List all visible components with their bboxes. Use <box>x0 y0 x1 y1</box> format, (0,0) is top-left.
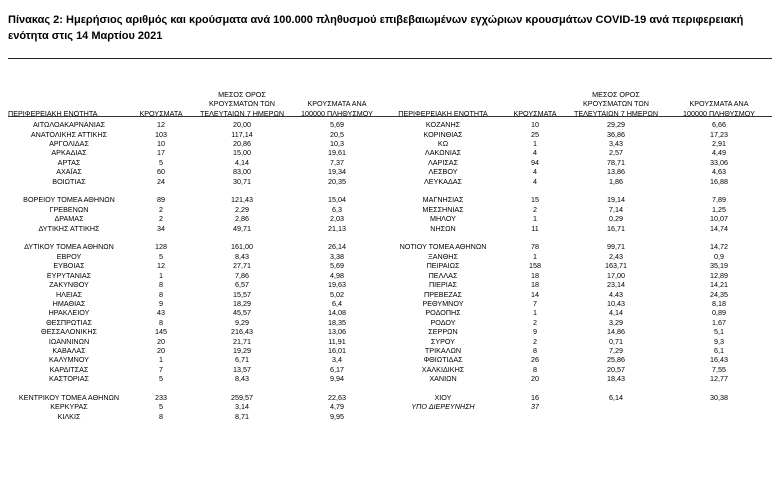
per100k-cell: 16,88 <box>710 176 728 186</box>
cases-cell: 94 <box>531 157 539 167</box>
region-cell: ΕΥΒΟΙΑΣ <box>53 261 85 271</box>
avg7-cell: 13,86 <box>607 167 625 177</box>
avg7-cell: 20,86 <box>233 139 251 149</box>
per100k-cell: 14,08 <box>328 308 346 318</box>
region-cell: ΚΕΝΤΡΙΚΟΥ ΤΟΜΕΑ ΑΘΗΝΩΝ <box>18 392 120 402</box>
region-cell: ΑΝΑΤΟΛΙΚΗΣ ΑΤΤΙΚΗΣ <box>30 129 108 139</box>
per100k-cell: 22,63 <box>328 392 346 402</box>
region-cell: ΗΜΑΘΙΑΣ <box>52 298 86 308</box>
table-body <box>8 118 772 421</box>
table-row <box>8 290 772 299</box>
per100k-cell: 3,38 <box>330 251 344 261</box>
per100k-cell: 19,61 <box>328 148 346 158</box>
table-row <box>8 158 772 167</box>
cases-cell: 2 <box>533 204 537 214</box>
table-row <box>8 148 772 157</box>
per100k-cell: 12,77 <box>710 374 728 384</box>
per100k-cell: 9,94 <box>330 374 344 384</box>
covid-cases-table <box>8 90 772 421</box>
region-cell: ΚΑΒΑΛΑΣ <box>52 345 86 355</box>
region-cell: ΔΥΤΙΚΟΥ ΤΟΜΕΑ ΑΘΗΝΩΝ <box>24 242 114 252</box>
region-cell: ΣΥΡΟΥ <box>430 336 456 346</box>
per100k-cell: 11,91 <box>328 336 346 346</box>
header-row <box>8 90 772 118</box>
cases-cell: 10 <box>531 120 539 130</box>
cases-cell: 2 <box>159 214 163 224</box>
avg7-cell <box>566 402 666 411</box>
region-cell: ΤΡΙΚΑΛΩΝ <box>424 345 462 355</box>
region-cell <box>382 412 504 421</box>
avg7-cell: 7,14 <box>609 204 623 214</box>
avg7-cell: 23,14 <box>607 280 625 290</box>
avg7-cell: 45,57 <box>233 308 251 318</box>
region-cell: ΧΙΟΥ <box>434 392 452 402</box>
table-row <box>8 308 772 317</box>
spacer-cell <box>8 384 772 393</box>
per100k-cell: 14,72 <box>710 242 728 252</box>
cases-cell: 8 <box>533 345 537 355</box>
avg7-cell: 0,71 <box>609 336 623 346</box>
spacer-row <box>8 233 772 242</box>
per100k-cell: 5,02 <box>330 289 344 299</box>
cases-cell: 11 <box>531 223 539 233</box>
avg7-cell: 27,71 <box>233 261 251 271</box>
region-cell: ΑΡΚΑΔΙΑΣ <box>51 148 87 158</box>
region-cell: ΚΑΣΤΟΡΙΑΣ <box>49 374 89 384</box>
cases-cell: 2 <box>533 317 537 327</box>
table-row <box>8 355 772 364</box>
avg7-cell: 3,43 <box>609 139 623 149</box>
region-cell: ΚΑΛΥΜΝΟΥ <box>49 355 89 365</box>
avg7-cell: 17,00 <box>607 270 625 280</box>
avg7-cell: 25,86 <box>607 355 625 365</box>
per100k-cell: 4,79 <box>330 402 344 412</box>
avg7-cell: 16,71 <box>607 223 625 233</box>
cases-cell: 8 <box>159 280 163 290</box>
avg7-cell <box>566 412 666 421</box>
avg7-cell: 19,14 <box>607 195 625 205</box>
region-cell: ΥΠΟ ΔΙΕΡΕΥΝΗΣΗ <box>411 402 475 412</box>
per100k-cell: 24,35 <box>710 289 728 299</box>
cases-cell: 158 <box>529 261 541 271</box>
cases-cell: 17 <box>157 148 165 158</box>
avg7-cell: 0,29 <box>609 214 623 224</box>
per100k-cell: 0,9 <box>714 251 724 261</box>
per100k-cell: 6,66 <box>712 120 726 130</box>
cases-cell: 18 <box>531 270 539 280</box>
avg7-cell: 259,57 <box>231 392 253 402</box>
cases-cell: 5 <box>159 157 163 167</box>
avg7-cell: 99,71 <box>607 242 625 252</box>
avg7-cell: 1,86 <box>609 176 623 186</box>
per100k-cell: 2,03 <box>330 214 344 224</box>
region-cell: ΛΑΡΙΣΑΣ <box>427 157 459 167</box>
table-row <box>8 318 772 327</box>
cases-cell: 89 <box>157 195 165 205</box>
cases-cell: 10 <box>157 139 165 149</box>
region-cell: ΒΟΡΕΙΟΥ ΤΟΜΕΑ ΑΘΗΝΩΝ <box>23 195 115 205</box>
per100k-cell: 5,69 <box>330 120 344 130</box>
per100k-cell: 12,89 <box>710 270 728 280</box>
table-row <box>8 346 772 355</box>
region-cell: ΘΕΣΠΡΩΤΙΑΣ <box>46 317 92 327</box>
per100k-cell: 17,23 <box>710 129 728 139</box>
per100k-cell: 0,89 <box>712 308 726 318</box>
header-avg7: ΜΕΣΟΣ ΟΡΟΣ ΚΡΟΥΣΜΑΤΩΝ ΤΩΝ ΤΕΛΕΥΤΑΙΩΝ 7 ΗΜΕΡΩΝ <box>573 90 659 118</box>
region-cell: ΞΑΝΘΗΣ <box>428 251 458 261</box>
avg7-cell: 20,57 <box>607 364 625 374</box>
per100k-cell: 7,89 <box>712 195 726 205</box>
per100k-cell: 14,21 <box>710 280 728 290</box>
cases-cell: 1 <box>159 355 163 365</box>
avg7-cell: 3,14 <box>235 402 249 412</box>
table-row <box>8 242 772 251</box>
cases-cell: 12 <box>157 261 165 271</box>
per100k-cell: 16,01 <box>328 345 346 355</box>
per100k-cell: 5,1 <box>714 327 724 337</box>
avg7-cell: 29,29 <box>607 120 625 130</box>
avg7-cell: 78,71 <box>607 157 625 167</box>
avg7-cell: 7,86 <box>235 270 249 280</box>
region-cell: ΜΗΛΟΥ <box>430 214 456 224</box>
table-row <box>8 130 772 139</box>
per100k-cell: 26,14 <box>328 242 346 252</box>
region-cell: ΚΙΛΚΙΣ <box>57 411 81 421</box>
cases-cell: 8 <box>159 411 163 421</box>
region-cell: ΜΑΓΝΗΣΙΑΣ <box>422 195 464 205</box>
avg7-cell: 15,00 <box>233 148 251 158</box>
cases-cell: 60 <box>157 167 165 177</box>
per100k-cell: 13,06 <box>328 327 346 337</box>
cases-cell: 233 <box>155 392 167 402</box>
spacer-cell <box>8 186 772 195</box>
region-cell: ΛΕΣΒΟΥ <box>428 167 458 177</box>
avg7-cell: 18,43 <box>607 374 625 384</box>
header-divider <box>8 116 772 117</box>
cases-cell: 25 <box>531 129 539 139</box>
region-cell: ΕΒΡΟΥ <box>56 251 82 261</box>
avg7-cell: 4,14 <box>235 157 249 167</box>
header-cases: ΚΡΟΥΣΜΑΤΑ <box>513 108 557 118</box>
cases-cell: 7 <box>533 298 537 308</box>
per100k-cell: 7,37 <box>330 157 344 167</box>
cases-cell: 103 <box>155 129 167 139</box>
header-per100k: ΚΡΟΥΣΜΑΤΑ ΑΝΑ 100000 ΠΛΗΘΥΣΜΟΥ <box>683 99 755 118</box>
avg7-cell: 163,71 <box>605 261 627 271</box>
cases-cell: 128 <box>155 242 167 252</box>
per100k-cell: 20,5 <box>330 129 344 139</box>
table-row <box>8 393 772 402</box>
per100k-cell: 14,74 <box>710 223 728 233</box>
per100k-cell: 5,69 <box>330 261 344 271</box>
spacer-row <box>8 384 772 393</box>
avg7-cell: 9,29 <box>235 317 249 327</box>
table-row <box>8 365 772 374</box>
region-cell: ΕΥΡΥΤΑΝΙΑΣ <box>46 270 92 280</box>
cases-cell: 4 <box>533 167 537 177</box>
per100k-cell: 1,67 <box>712 317 726 327</box>
header-avg7: ΜΕΣΟΣ ΟΡΟΣ ΚΡΟΥΣΜΑΤΩΝ ΤΩΝ ΤΕΛΕΥΤΑΙΩΝ 7 ΗΜΕΡΩΝ <box>199 90 285 118</box>
table-row <box>8 252 772 261</box>
region-cell: ΘΕΣΣΑΛΟΝΙΚΗΣ <box>41 327 97 337</box>
per100k-cell: 1,25 <box>712 204 726 214</box>
cases-cell: 20 <box>157 336 165 346</box>
avg7-cell: 2,57 <box>609 148 623 158</box>
table-row <box>8 118 772 129</box>
region-cell: ΝΗΣΩΝ <box>430 223 456 233</box>
per100k-cell: 6,17 <box>330 364 344 374</box>
region-cell: ΗΡΑΚΛΕΙΟΥ <box>48 308 90 318</box>
cases-cell: 8 <box>533 364 537 374</box>
region-cell: ΑΧΑΪΑΣ <box>56 167 82 177</box>
table-row <box>8 327 772 336</box>
per100k-cell: 3,4 <box>332 355 342 365</box>
avg7-cell: 49,71 <box>233 223 251 233</box>
cases-cell: 20 <box>531 374 539 384</box>
per100k-cell: 4,49 <box>712 148 726 158</box>
table-row <box>8 299 772 308</box>
cases-cell: 12 <box>157 120 165 130</box>
avg7-cell: 13,57 <box>233 364 251 374</box>
avg7-cell: 117,14 <box>231 129 253 139</box>
table-row <box>8 167 772 176</box>
per100k-cell: 30,38 <box>710 392 728 402</box>
region-cell: ΔΥΤΙΚΗΣ ΑΤΤΙΚΗΣ <box>38 223 100 233</box>
cases-cell: 2 <box>159 204 163 214</box>
cases-cell: 145 <box>155 327 167 337</box>
cases-cell: 9 <box>533 327 537 337</box>
avg7-cell: 14,86 <box>607 327 625 337</box>
avg7-cell: 3,29 <box>609 317 623 327</box>
per100k-cell: 6,4 <box>332 298 342 308</box>
region-cell: ΑΡΤΑΣ <box>57 157 81 167</box>
region-cell: ΛΑΚΩΝΙΑΣ <box>424 148 462 158</box>
avg7-cell: 7,29 <box>609 345 623 355</box>
cases-cell <box>504 412 566 421</box>
per100k-cell: 16,43 <box>710 355 728 365</box>
avg7-cell: 121,43 <box>231 195 253 205</box>
table-row <box>8 374 772 383</box>
cases-cell: 4 <box>533 148 537 158</box>
cases-cell: 7 <box>159 364 163 374</box>
avg7-cell: 8,43 <box>235 251 249 261</box>
cases-cell: 5 <box>159 402 163 412</box>
table-row <box>8 214 772 223</box>
region-cell: ΓΡΕΒΕΝΩΝ <box>49 204 89 214</box>
region-cell: ΠΕΙΡΑΙΩΣ <box>426 261 460 271</box>
table-row <box>8 195 772 204</box>
per100k-cell: 19,63 <box>328 280 346 290</box>
per100k-cell: 19,34 <box>328 167 346 177</box>
per100k-cell: 6,3 <box>332 204 342 214</box>
per100k-cell: 6,1 <box>714 345 724 355</box>
cases-cell: 14 <box>531 289 539 299</box>
table-row <box>8 205 772 214</box>
region-cell: ΠΕΛΛΑΣ <box>428 270 458 280</box>
cases-cell: 26 <box>531 355 539 365</box>
avg7-cell: 83,00 <box>233 167 251 177</box>
cases-cell: 1 <box>533 214 537 224</box>
avg7-cell: 6,14 <box>609 392 623 402</box>
avg7-cell: 2,29 <box>235 204 249 214</box>
per100k-cell: 4,98 <box>330 270 344 280</box>
cases-cell: 1 <box>533 139 537 149</box>
region-cell: ΣΕΡΡΩΝ <box>428 327 458 337</box>
per100k-cell: 9,95 <box>330 411 344 421</box>
avg7-cell: 2,43 <box>609 251 623 261</box>
table-caption: Πίνακας 2: Ημερήσιος αριθμός και κρούσματα ανά 100.000 πληθυσμού επιβεβαιωμένων εγχώριων κρουσμάτων COVID-19 ανά περιφερειακή ενότητα στις 14 Μαρτίου 2021 <box>8 14 744 42</box>
region-cell: ΒΟΙΩΤΙΑΣ <box>52 176 86 186</box>
cases-cell: 1 <box>533 251 537 261</box>
avg7-cell: 4,14 <box>609 308 623 318</box>
cases-cell: 78 <box>531 242 539 252</box>
cases-cell: 1 <box>533 308 537 318</box>
per100k-cell: 10,3 <box>330 139 344 149</box>
cases-cell: 43 <box>157 308 165 318</box>
spacer-cell <box>8 233 772 242</box>
region-cell: ΑΙΤΩΛΟΑΚΑΡΝΑΝΙΑΣ <box>32 120 106 130</box>
spacer-row <box>8 186 772 195</box>
avg7-cell: 10,43 <box>607 298 625 308</box>
region-cell: ΙΩΑΝΝΙΝΩΝ <box>48 336 90 346</box>
per100k-cell: 33,06 <box>710 157 728 167</box>
header-per100k: ΚΡΟΥΣΜΑΤΑ ΑΝΑ 100000 ΠΛΗΘΥΣΜΟΥ <box>301 99 373 118</box>
table-row <box>8 402 772 411</box>
table-row <box>8 271 772 280</box>
avg7-cell: 20,00 <box>233 120 251 130</box>
per100k-cell: 2,91 <box>712 139 726 149</box>
table-row <box>8 280 772 289</box>
table-row <box>8 412 772 421</box>
region-cell: ΚΟΖΑΝΗΣ <box>425 120 461 130</box>
per100k-cell: 21,13 <box>328 223 346 233</box>
table-row <box>8 337 772 346</box>
cases-cell: 24 <box>157 176 165 186</box>
cases-cell: 15 <box>531 195 539 205</box>
region-cell: ΠΡΕΒΕΖΑΣ <box>424 289 462 299</box>
cases-cell: 8 <box>159 289 163 299</box>
cases-cell: 9 <box>159 298 163 308</box>
table-row <box>8 139 772 148</box>
avg7-cell: 15,57 <box>233 289 251 299</box>
cases-cell: 20 <box>157 345 165 355</box>
region-cell: ΚΟΡΙΝΘΙΑΣ <box>423 129 463 139</box>
avg7-cell: 6,57 <box>235 280 249 290</box>
cases-cell: 16 <box>531 392 539 402</box>
region-cell: ΝΟΤΙΟΥ ΤΟΜΕΑ ΑΘΗΝΩΝ <box>399 242 487 252</box>
region-cell: ΛΕΥΚΑΔΑΣ <box>423 176 462 186</box>
per100k-cell <box>666 402 772 411</box>
region-cell: ΑΡΓΟΛΙΔΑΣ <box>49 139 89 149</box>
region-cell: ΧΑΛΚΙΔΙΚΗΣ <box>421 364 465 374</box>
region-cell: ΗΛΕΙΑΣ <box>55 289 83 299</box>
avg7-cell: 2,86 <box>235 214 249 224</box>
avg7-cell: 30,71 <box>233 176 251 186</box>
per100k-cell: 20,35 <box>328 176 346 186</box>
per100k-cell: 10,07 <box>710 214 728 224</box>
region-cell: ΠΙΕΡΙΑΣ <box>428 280 457 290</box>
per100k-cell: 7,55 <box>712 364 726 374</box>
cases-cell: 1 <box>159 270 163 280</box>
region-cell: ΡΟΔΟΥ <box>430 317 456 327</box>
avg7-cell: 6,71 <box>235 355 249 365</box>
avg7-cell: 36,86 <box>607 129 625 139</box>
header-region: ΠΕΡΙΦΕΡΕΙΑΚΗ ΕΝΟΤΗΤΑ <box>8 108 98 118</box>
avg7-cell: 21,71 <box>233 336 251 346</box>
region-cell: ΔΡΑΜΑΣ <box>54 214 84 224</box>
cases-cell: 4 <box>533 176 537 186</box>
table-row <box>8 177 772 186</box>
avg7-cell: 4,43 <box>609 289 623 299</box>
region-cell: ΡΟΔΟΠΗΣ <box>425 308 461 318</box>
cases-cell: 34 <box>157 223 165 233</box>
region-cell: ΧΑΝΙΩΝ <box>429 374 457 384</box>
region-cell: ΜΕΣΣΗΝΙΑΣ <box>422 204 464 214</box>
per100k-cell: 9,3 <box>714 336 724 346</box>
cases-cell: 8 <box>159 317 163 327</box>
table-row <box>8 261 772 270</box>
region-cell: ΦΘΙΩΤΙΔΑΣ <box>423 355 463 365</box>
region-cell: ΚΑΡΔΙΤΣΑΣ <box>49 364 89 374</box>
cases-cell: 5 <box>159 374 163 384</box>
avg7-cell: 8,71 <box>235 411 249 421</box>
region-cell: ΚΩ <box>437 139 449 149</box>
region-cell: ΚΕΡΚΥΡΑΣ <box>50 402 88 412</box>
per100k-cell: 35,19 <box>710 261 728 271</box>
cases-cell: 18 <box>531 280 539 290</box>
table-row <box>8 224 772 233</box>
header-cases: ΚΡΟΥΣΜΑΤΑ <box>139 108 183 118</box>
cases-cell: 2 <box>533 336 537 346</box>
region-cell: ΖΑΚΥΝΘΟΥ <box>49 280 89 290</box>
per100k-cell: 15,04 <box>328 195 346 205</box>
region-cell: ΡΕΘΥΜΝΟΥ <box>422 298 464 308</box>
per100k-cell <box>666 412 772 421</box>
avg7-cell: 216,43 <box>231 327 253 337</box>
avg7-cell: 18,29 <box>233 298 251 308</box>
header-region: ΠΕΡΙΦΕΡΕΙΑΚΗ ΕΝΟΤΗΤΑ <box>398 108 488 118</box>
per100k-cell: 4,63 <box>712 167 726 177</box>
avg7-cell: 161,00 <box>231 242 253 252</box>
per100k-cell: 18,35 <box>328 317 346 327</box>
avg7-cell: 8,43 <box>235 374 249 384</box>
avg7-cell: 19,29 <box>233 345 251 355</box>
cases-cell: 37 <box>531 402 539 412</box>
per100k-cell: 8,18 <box>712 298 726 308</box>
cases-cell: 5 <box>159 251 163 261</box>
